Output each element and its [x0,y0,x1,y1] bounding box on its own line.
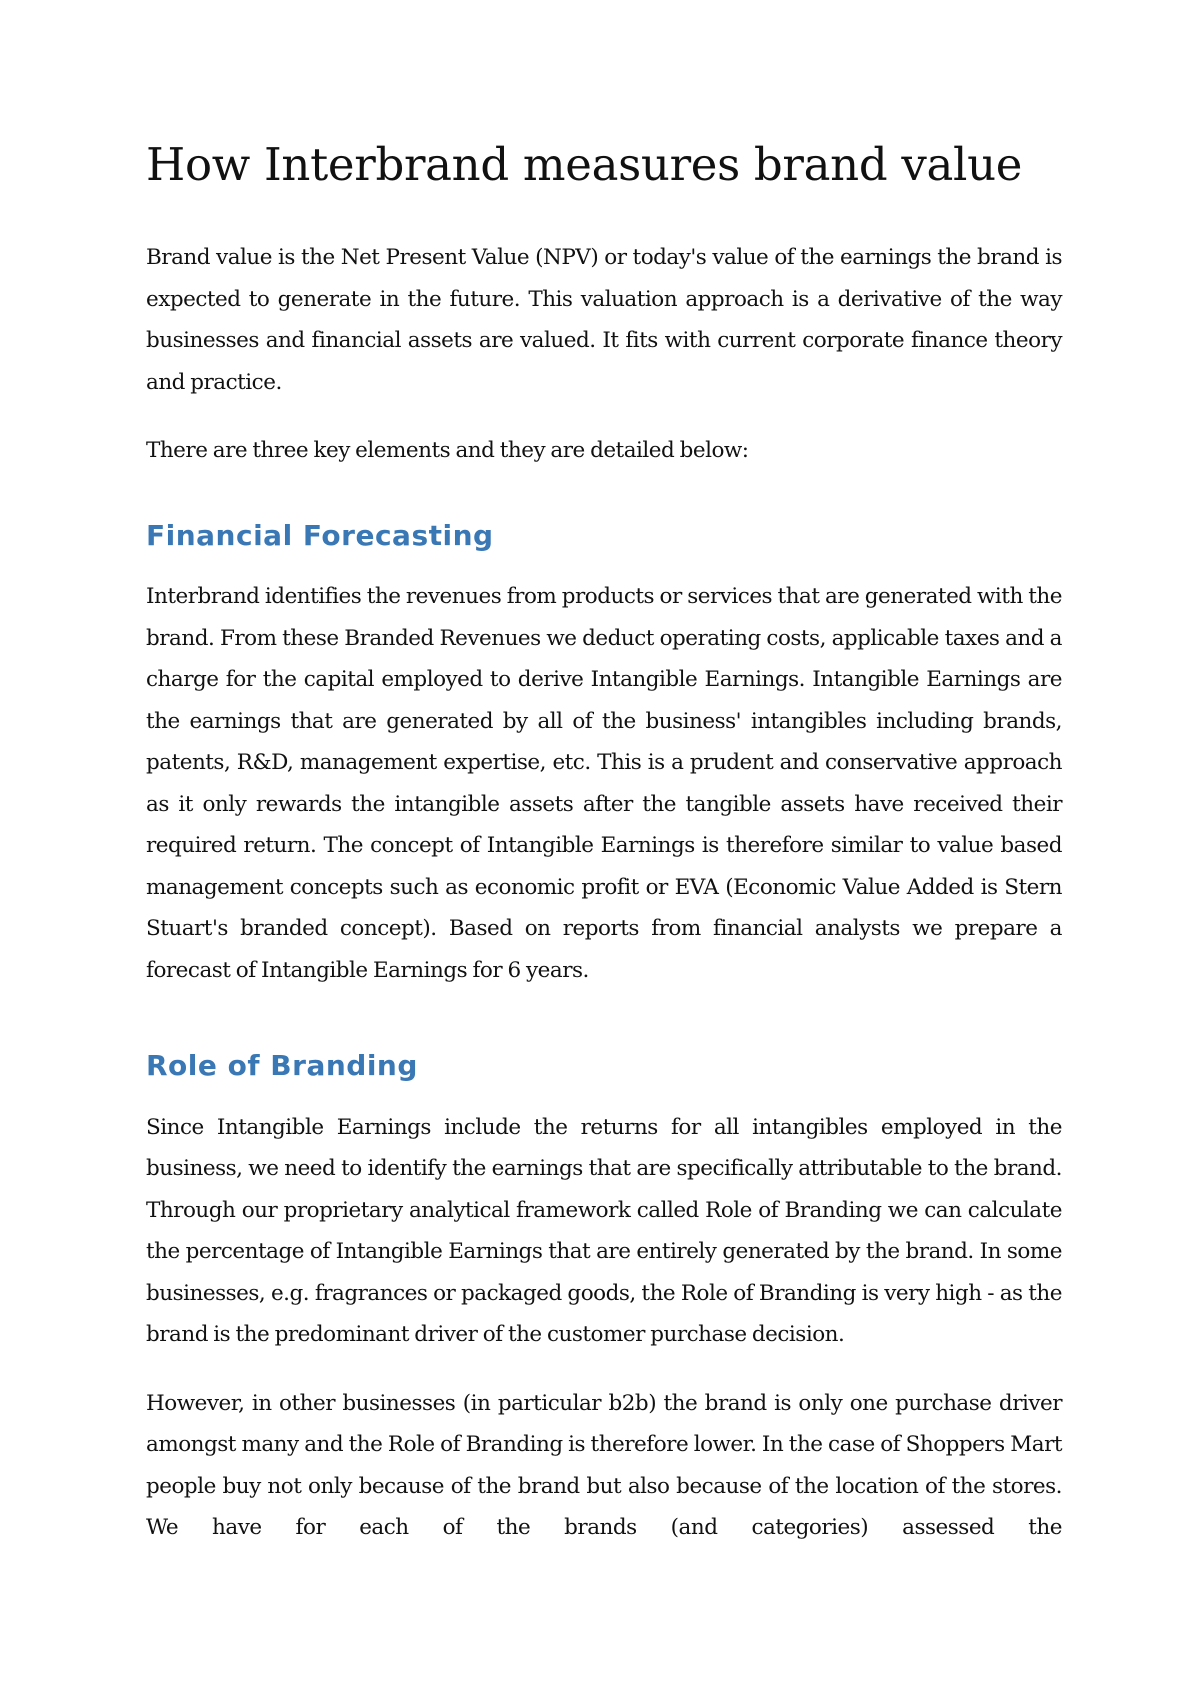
intro-paragraph-2: There are three key elements and they are detailed below: [146,438,749,463]
financial-forecasting-paragraph-1: Interbrand identifies the revenues from products or services that are generated with the brand. From these Branded Revenues we deduct operating costs, applicable taxes and a charge for the capital employed to derive Intangible Earnings. Intangible Earnings are the earnings that are generated by all of the business' intangibles including brands, patents, R&D, management expertise, etc. This is a prudent and conservative approach as it only rewards the intangible assets after the tangible assets have received their required return. The concept of Intangible Earnings is therefore similar to value based management concepts such as economic profit or EVA (Economic Value Added is Stern Stuart's branded concept). Based on reports from financial analysts we prepare a forecast of Intangible Earnings for 6 years. [146,584,1062,983]
section-heading-role-of-branding: Role of Branding [146,1049,418,1083]
document-body [146,138,1062,1576]
role-of-branding-paragraph-1: Since Intangible Earnings include the returns for all intangibles employed in the business, we need to identify the earnings that are specifically attributable to the brand. Through our proprietary analytical framework called Role of Branding we can calculate the percentage of Intangible Earnings that are entirely generated by the brand. In some businesses, e.g. fragrances or packaged goods, the Role of Branding is very high - as the brand is the predominant driver of the customer purchase decision. [146,1114,1062,1348]
intro-paragraph-1: Brand value is the Net Present Value (NPV) or today's value of the earnings the brand is expected to generate in the future. This valuation approach is a derivative of the way businesses and financial assets are valued. It fits with current corporate finance theory and practice. [146,245,1062,395]
role-of-branding-paragraph-2: However, in other businesses (in particular b2b) the brand is only one purchase driver amongst many and the Role of Branding is therefore lower. In the case of Shoppers Mart people buy not only because of the brand but also because of the location of the stores. We have for each of the brands (and categories) assessed the [146,1390,1062,1541]
section-heading-financial-forecasting: Financial Forecasting [146,518,494,552]
document-title: How Interbrand measures brand value [146,138,1023,191]
